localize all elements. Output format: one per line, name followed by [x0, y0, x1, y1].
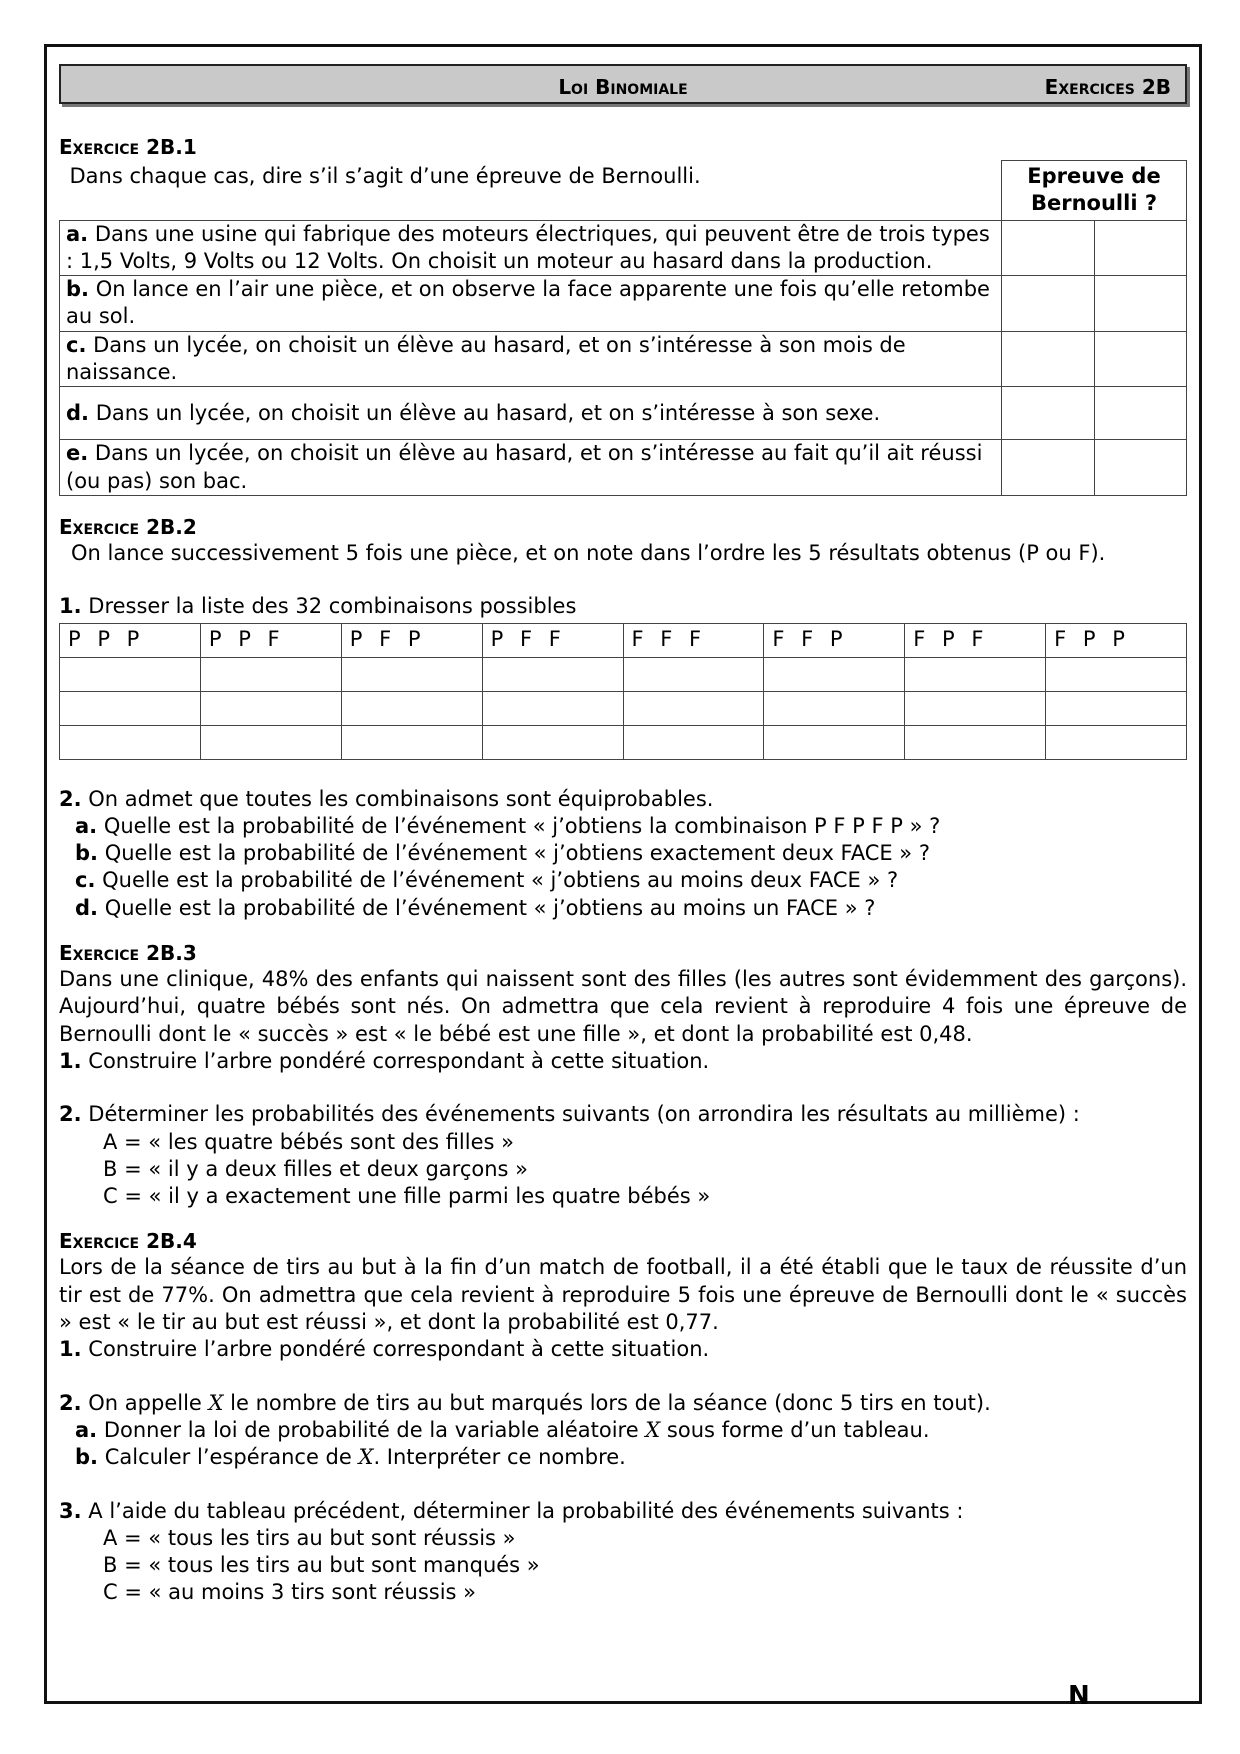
- list-item: a. Donner la loi de probabilité de la variable aléatoire X sous forme d’un tableau.: [75, 1417, 930, 1442]
- table-row: [60, 725, 1187, 759]
- ex4-intro: Lors de la séance de tirs au but à la fin d’un match de football, il a été établi que le taux de réussite d’un tir est de 77%. On admettra que cela revient à reproduire 5 fois une épreuve de Bernoulli dont le « succès » est « le tir au but est réussi », et dont la probabilité est 0,77.: [59, 1255, 1187, 1335]
- question-text: Dans un lycée, on choisit un élève au hasard, et on s’intéresse à son sexe.: [95, 400, 881, 425]
- combo-cell[interactable]: [341, 691, 482, 725]
- ex2-q1-text: Dresser la liste des 32 combinaisons possibles: [88, 594, 577, 619]
- ex2-title: Exercice 2B.2: [59, 514, 197, 539]
- ex1-title: Exercice 2B.1: [59, 135, 197, 159]
- table-row: [60, 691, 1187, 725]
- combo-cell[interactable]: [482, 691, 623, 725]
- combo-cell[interactable]: [60, 657, 201, 691]
- combo-cell[interactable]: [905, 657, 1046, 691]
- header-exercise-set: Exercices 2B: [1044, 75, 1171, 99]
- table-row: c. Dans un lycée, on choisit un élève au hasard, et on s’intéresse à son mois de naissance.: [60, 331, 1187, 387]
- combo-cell: F F F: [623, 623, 764, 657]
- table-row: e. Dans un lycée, on choisit un élève au hasard, et on s’intéresse au fait qu’il ait réussi (ou pas) son bac.: [60, 440, 1187, 496]
- combo-cell[interactable]: [200, 725, 341, 759]
- answer-cell[interactable]: [1002, 220, 1095, 276]
- table-row: [60, 623, 1187, 657]
- bernoulli-table: [59, 160, 1187, 496]
- header-bar: [59, 64, 1187, 104]
- combo-cell: P P F: [200, 623, 341, 657]
- table-row: a. Dans une usine qui fabrique des moteurs électriques, qui peuvent être de trois types : 1,5 Volts, 9 Volts ou 12 Volts. On choisit un moteur au hasard dans la production.: [60, 220, 1187, 276]
- question-text: Dans un lycée, on choisit un élève au hasard, et on s’intéresse au fait qu’il ait réussi (ou pas) son bac.: [66, 441, 983, 493]
- combo-cell[interactable]: [200, 691, 341, 725]
- header-title: Loi Binomiale: [558, 75, 688, 99]
- combo-cell[interactable]: [764, 725, 905, 759]
- event-item: B = « il y a deux filles et deux garçons »: [103, 1156, 528, 1181]
- event-item: A = « tous les tirs au but sont réussis »: [103, 1525, 516, 1550]
- event-item: C = « au moins 3 tirs sont réussis »: [103, 1580, 476, 1605]
- event-item: A = « les quatre bébés sont des filles »: [103, 1129, 514, 1154]
- combo-cell[interactable]: [341, 725, 482, 759]
- combo-cell[interactable]: [764, 657, 905, 691]
- worksheet: Loi Binomiale Exercices 2B Exercice 2B.1 Dans chaque cas, dire s’il s’agit d’une épreuve de Bernoulli. Epreuve de Bernoulli ? a. Dans une usine qui fabrique des moteurs électriques, qui peuvent être de trois types : 1,5 Volts, 9 Volts ou 12 Volts. On choisit un moteur au hasard dans la production. b. On lance en l’air une pièce, et on observe la face apparente une fois qu’elle retombe au sol. c. Dans un lycée, on choisit un élève au hasard, et on s’intéresse à son mois de naissance. d. Dans un lycée, on choisit un élève au hasard, et on s’intéresse à son sexe. e. Dans un lycée, on choisit un élève au hasard, et on s’intéresse au fait qu’il ait réussi (ou pas) son bac. Exercice 2B.2 On lance successivement 5 fois une pièce, et on note dans l’ordre les 5 résultats obtenus (P ou F). 1. Dresser la liste des 32 combinaisons possibles P P P P P F P F P P F F F F F F F P F P F F P P 2. On admet que toutes les combinaisons sont équiprobables. a. Quelle est la probabilité de l’événement « j’obtiens la combinaison P F P F P » ? b. Quelle est la probabilité de l’événement « j’obtiens exactement deux FACE » ? c. Quelle est la probabilité de l’événement « j’obtiens au moins deux FACE » ? d. Quelle est la probabilité de l’événement « j’obtiens au moins un FACE » ? Exercice 2B.3 Dans une clinique, 48% des enfants qui naissent sont des filles (les autres sont évidemment des garçons). Aujourd’hui, quatre bébés sont nés. On admettra que cela revient à reproduire 4 fois une épreuve de Bernoulli dont le « succès » est « le bébé est une fille », et dont la probabilité est 0,48. 1. Construire l’arbre pondéré correspondant à cette situation. 2. Déterminer les probabilités des événements suivants (on arrondira les résultats au millième) : A = « les quatre bébés sont des filles » B = « il y a deux filles et deux garçons » C = « il y a exactement une fille parmi les quatre bébés » Exercice 2B.4 Lors de la séance de tirs au but à la fin d’un match de football, il a été établi que le taux de réussite d’un tir est de 77%. On admettra que cela revient à reproduire 5 fois une épreuve de Bernoulli dont le « succès » est « le tir au but est réussi », et dont la probabilité est 0,77. 1. Construire l’arbre pondéré correspondant à cette situation. 2. On appelle X le nombre de tirs au but marqués lors de la séance (donc 5 tirs en tout). a. Donner la loi de probabilité de la variable aléatoire X sous forme d’un tableau. b. Calculer l’espérance de X. Interpréter ce nombre. 3. A l’aide du tableau précédent, déterminer la probabilité des événements suivants : A = « tous les tirs au but sont réussis » B = « tous les tirs au but sont manqués » C = « au moins 3 tirs sont réussis »: [59, 64, 1187, 1607]
- answer-cell[interactable]: [1002, 331, 1095, 387]
- combo-cell[interactable]: [482, 657, 623, 691]
- combo-cell: P F P: [341, 623, 482, 657]
- combo-cell[interactable]: [200, 657, 341, 691]
- combo-cell: P F F: [482, 623, 623, 657]
- event-item: C = « il y a exactement une fille parmi les quatre bébés »: [103, 1184, 711, 1209]
- answer-cell[interactable]: [1094, 276, 1187, 332]
- ex2-q2-text: On admet que toutes les combinaisons sont équiprobables.: [88, 786, 714, 811]
- combo-cell[interactable]: [60, 691, 201, 725]
- bernoulli-column-header: Epreuve de Bernoulli ?: [1002, 161, 1187, 221]
- answer-cell[interactable]: [1094, 387, 1187, 440]
- combo-cell[interactable]: [905, 725, 1046, 759]
- combo-cell[interactable]: [764, 691, 905, 725]
- combo-cell[interactable]: [905, 691, 1046, 725]
- combo-cell: F F P: [764, 623, 905, 657]
- ex3-q2-text: Déterminer les probabilités des événements suivants (on arrondira les résultats au millième) :: [88, 1102, 1080, 1127]
- combo-cell: F P P: [1046, 623, 1187, 657]
- combo-cell[interactable]: [623, 657, 764, 691]
- event-item: B = « tous les tirs au but sont manqués »: [103, 1553, 540, 1578]
- ex2-intro: On lance successivement 5 fois une pièce, et on note dans l’ordre les 5 résultats obtenus (P ou F).: [71, 540, 1106, 565]
- answer-cell[interactable]: [1002, 276, 1095, 332]
- combo-cell[interactable]: [623, 725, 764, 759]
- ex3-q1-text: Construire l’arbre pondéré correspondant à cette situation.: [88, 1048, 710, 1073]
- list-item: a. Quelle est la probabilité de l’événement « j’obtiens la combinaison P F P F P » ?: [75, 813, 941, 838]
- ex4-q2: 2. On appelle X le nombre de tirs au but marqués lors de la séance (donc 5 tirs en tout).: [59, 1390, 991, 1415]
- question-text: Dans une usine qui fabrique des moteurs électriques, qui peuvent être de trois types : 1,5 Volts, 9 Volts ou 12 Volts. On choisit un moteur au hasard dans la production.: [66, 221, 990, 273]
- table-row: d. Dans un lycée, on choisit un élève au hasard, et on s’intéresse à son sexe.: [60, 387, 1187, 440]
- ex4-title: Exercice 2B.4: [59, 1229, 197, 1254]
- list-item: b. Quelle est la probabilité de l’événement « j’obtiens exactement deux FACE » ?: [75, 841, 930, 866]
- answer-cell[interactable]: [1002, 387, 1095, 440]
- answer-cell[interactable]: [1094, 331, 1187, 387]
- combo-cell[interactable]: [341, 657, 482, 691]
- combo-cell[interactable]: [1046, 725, 1187, 759]
- combo-cell[interactable]: [482, 725, 623, 759]
- answer-cell[interactable]: [1094, 220, 1187, 276]
- question-text: On lance en l’air une pièce, et on observe la face apparente une fois qu’elle retombe au sol.: [66, 277, 990, 329]
- list-item: d. Quelle est la probabilité de l’événement « j’obtiens au moins un FACE » ?: [75, 895, 876, 920]
- combinations-table: [59, 623, 1187, 760]
- table-row: b. On lance en l’air une pièce, et on observe la face apparente une fois qu’elle retombe au sol.: [60, 276, 1187, 332]
- table-row: [60, 657, 1187, 691]
- combo-cell[interactable]: [60, 725, 201, 759]
- ex3-intro: Dans une clinique, 48% des enfants qui naissent sont des filles (les autres sont évidemment des garçons). Aujourd’hui, quatre bébés sont nés. On admettra que cela revient à reproduire 4 fois une épreuve de Bernoulli dont le « succès » est « le bébé est une fille », et dont la probabilité est 0,48.: [59, 967, 1187, 1046]
- ex3-title: Exercice 2B.3: [59, 941, 197, 966]
- list-item: b. Calculer l’espérance de X. Interpréter ce nombre.: [75, 1445, 626, 1470]
- combo-cell[interactable]: [623, 691, 764, 725]
- list-item: c. Quelle est la probabilité de l’événement « j’obtiens au moins deux FACE » ?: [75, 868, 899, 893]
- ex1-intro: Dans chaque cas, dire s’il s’agit d’une épreuve de Bernoulli.: [69, 163, 701, 188]
- combo-cell: F P F: [905, 623, 1046, 657]
- question-text: Dans un lycée, on choisit un élève au hasard, et on s’intéresse à son mois de naissance.: [66, 332, 906, 385]
- combo-cell[interactable]: [1046, 691, 1187, 725]
- ex4-q1-text: Construire l’arbre pondéré correspondant à cette situation.: [88, 1337, 710, 1362]
- combo-cell[interactable]: [1046, 657, 1187, 691]
- combo-cell: P P P: [60, 623, 201, 657]
- answer-cell[interactable]: [1002, 440, 1095, 496]
- ex4-q3-text: A l’aide du tableau précédent, déterminer la probabilité des événements suivants :: [88, 1498, 964, 1523]
- corner-mark: N: [1068, 1681, 1090, 1711]
- answer-cell[interactable]: [1094, 440, 1187, 496]
